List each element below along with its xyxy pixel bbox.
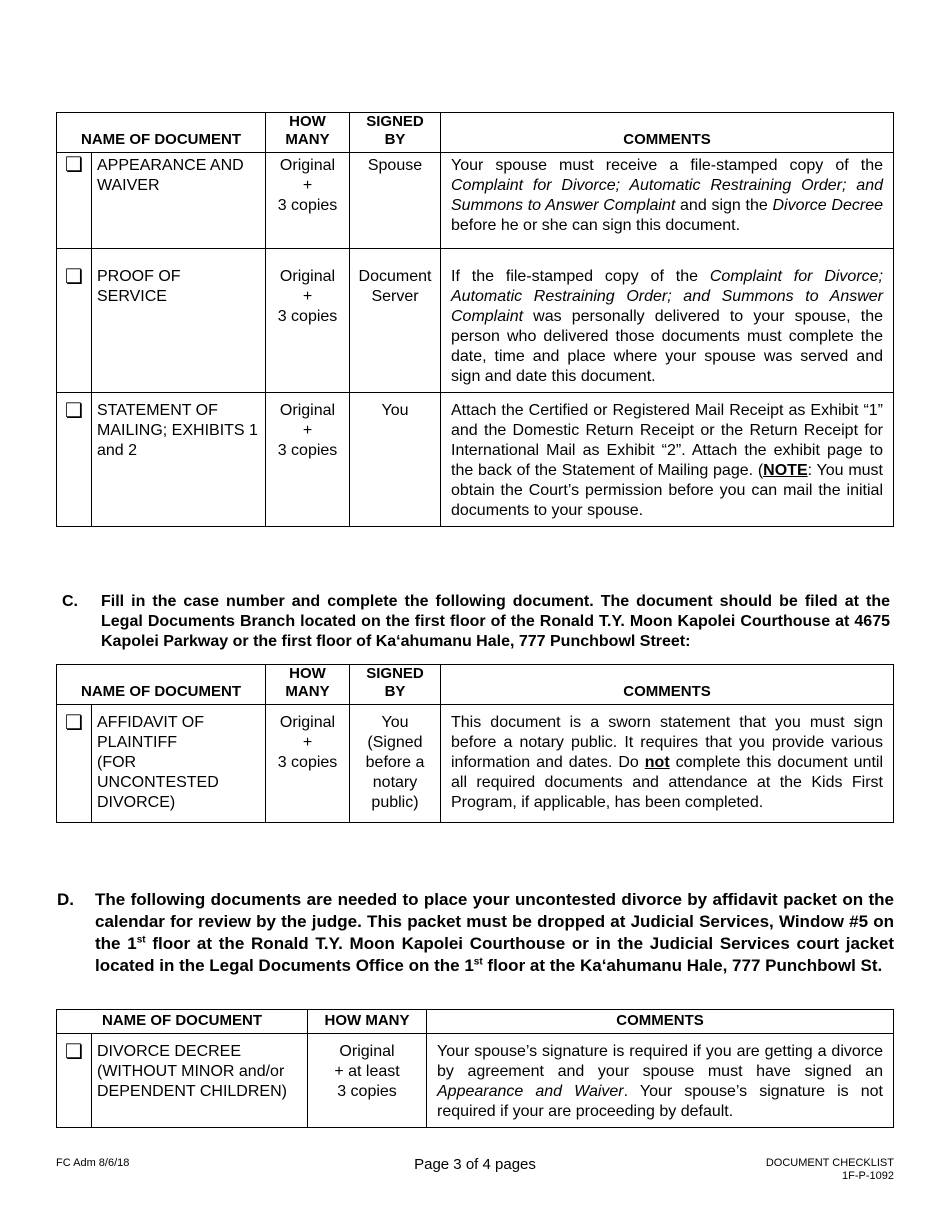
how-many-cell: Original + 3 copies [266, 393, 350, 527]
comment-cell: If the file-stamped copy of the Complaint for Divorce; Automatic Restraining Order; and Summons to Answer Complaint was personally delivered to your spouse, the person who delivered those documents must complete the date, time and place where your spouse was served and sign and date this document. [441, 249, 894, 393]
table-row [57, 705, 894, 823]
how-many-cell: Original + at least 3 copies [308, 1034, 427, 1128]
documents-table-2 [56, 664, 894, 823]
table-header-row [57, 1010, 894, 1034]
header-comments: COMMENTS [441, 665, 894, 705]
comment-cell: This document is a sworn statement that you must sign before a notary public. It requires that you provide various information and dates. Do not complete this document until all required documents and attendance at the Kids First Program, if applicable, has been completed. [441, 705, 894, 823]
header-how-many: HOW MANY [308, 1010, 427, 1034]
comment-cell: Attach the Certified or Registered Mail Receipt as Exhibit “1” and the Domestic Return Receipt or the Return Receipt for International Mail as Exhibit “2”. Attach the exhibit page to the back of the Statement of Mailing page. (NOTE: You must obtain the Court’s permission before you can mail the initial documents to your spouse. [441, 393, 894, 527]
section-d-instructions [57, 889, 894, 977]
checkbox[interactable]: ❏ [57, 1034, 92, 1128]
document-name: DIVORCE DECREE (WITHOUT MINOR and/or DEPENDENT CHILDREN) [92, 1034, 308, 1128]
checkbox[interactable]: ❏ [57, 393, 92, 527]
section-c-label: C. [62, 593, 78, 610]
how-many-cell: Original + 3 copies [266, 249, 350, 393]
section-c-instructions [62, 592, 890, 652]
document-name: PROOF OF SERVICE [92, 249, 266, 393]
checkbox[interactable]: ❏ [57, 249, 92, 393]
checkbox[interactable]: ❏ [57, 153, 92, 249]
header-name-of-document: NAME OF DOCUMENT [57, 1010, 308, 1034]
signed-by-cell: Spouse [350, 153, 441, 249]
header-how-many: HOW MANY [266, 113, 350, 153]
footer-page-number: Page 3 of 4 pages [414, 1156, 536, 1173]
section-d-text: The following documents are needed to place your uncontested divorce by affidavit packet on the calendar for review by the judge. This packet must be dropped at Judicial Services, Window #5 on the 1st floor at the Ronald T.Y. Moon Kapolei Courthouse or in the Judicial Services court jacket located in the Legal Documents Office on the 1st floor at the Ka‘ahumanu Hale, 777 Punchbowl St. [95, 890, 894, 975]
table-row [57, 393, 894, 527]
document-name: APPEARANCE AND WAIVER [92, 153, 266, 249]
header-comments: COMMENTS [427, 1010, 894, 1034]
signed-by-cell: You [350, 393, 441, 527]
table-row [57, 153, 894, 249]
comment-cell: Your spouse’s signature is required if you are getting a divorce by agreement and your spouse must have signed an Appearance and Waiver. Your spouse’s signature is not required if your are proceeding by default. [427, 1034, 894, 1128]
header-name-of-document: NAME OF DOCUMENT [57, 665, 266, 705]
documents-table-3 [56, 1009, 894, 1128]
how-many-cell: Original + 3 copies [266, 153, 350, 249]
signed-by-cell: Document Server [350, 249, 441, 393]
how-many-cell: Original + 3 copies [266, 705, 350, 823]
header-comments: COMMENTS [441, 113, 894, 153]
header-signed-by: SIGNED BY [350, 113, 441, 153]
document-name: AFFIDAVIT OF PLAINTIFF (FOR UNCONTESTED DIVORCE) [92, 705, 266, 823]
header-signed-by: SIGNED BY [350, 665, 441, 705]
header-how-many: HOW MANY [266, 665, 350, 705]
table-row [57, 249, 894, 393]
document-name: STATEMENT OF MAILING; EXHIBITS 1 and 2 [92, 393, 266, 527]
table-row [57, 1034, 894, 1128]
section-c-text: Fill in the case number and complete the following document. The document should be filed at the Legal Documents Branch located on the first floor of the Ronald T.Y. Moon Kapolei Courthouse at 4675 Kapolei Parkway or the first floor of Ka‘ahumanu Hale, 777 Punchbowl Street: [101, 593, 890, 650]
header-name-of-document: NAME OF DOCUMENT [57, 113, 266, 153]
signed-by-cell: You (Signed before a notary public) [350, 705, 441, 823]
table-header-row [57, 665, 894, 705]
checkbox[interactable]: ❏ [57, 705, 92, 823]
footer-form-id: FC Adm 8/6/18 [56, 1157, 130, 1169]
documents-table-1 [56, 112, 894, 527]
footer-document-title: DOCUMENT CHECKLIST 1F-P-1092 [765, 1157, 894, 1182]
table-header-row [57, 113, 894, 153]
section-d-label: D. [57, 890, 74, 909]
comment-cell: Your spouse must receive a file-stamped copy of the Complaint for Divorce; Automatic Restraining Order; and Summons to Answer Complaint and sign the Divorce Decree before he or she can sign this document. [441, 153, 894, 249]
